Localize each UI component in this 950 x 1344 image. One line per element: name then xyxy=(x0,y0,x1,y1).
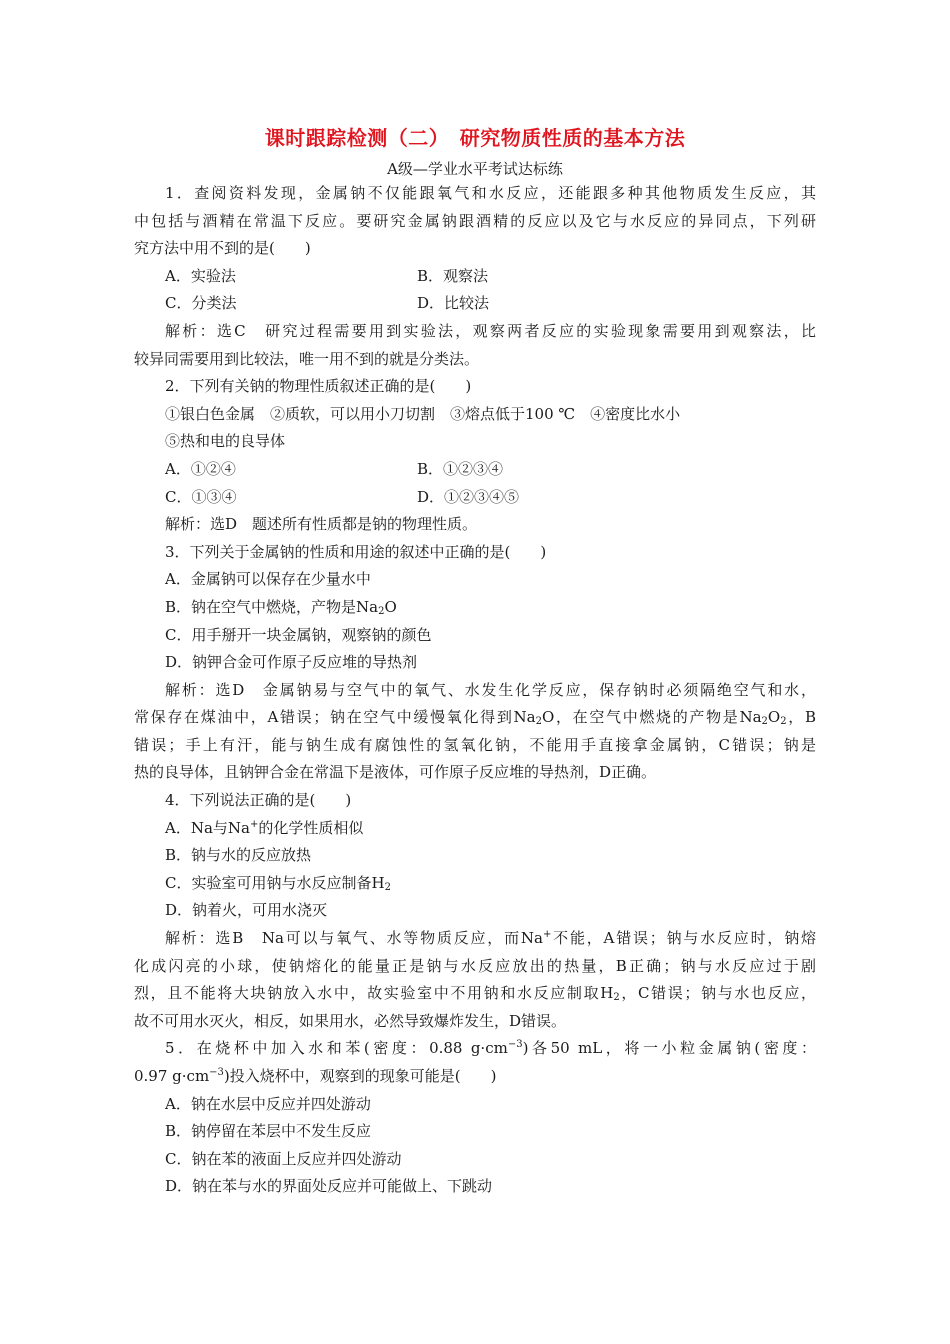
q1-stem-line2: 中包括与酒精在常温下反应。要研究金属钠跟酒精的反应以及它与水反应的异同点，下列研 xyxy=(134,211,816,230)
q1-option-c: C．分类法 xyxy=(165,294,237,313)
q2-options-row2 xyxy=(134,484,816,512)
q4-explanation-line1: 解析：选B Na可以与氧气、水等物质反应，而Na+不能，A错误；钠与水反应时，钠熔 xyxy=(165,929,816,948)
q1-explanation-line1: 解析：选C 研究过程需要用到实验法，观察两者反应的实验现象需要用到观察法，比 xyxy=(165,321,816,340)
q1-option-b: B．观察法 xyxy=(417,266,489,285)
q5-option-d: D．钠在苯与水的界面处反应并可能做上、下跳动 xyxy=(165,1177,493,1196)
q2-items-line1: ①银白色金属 ②质软，可以用小刀切割 ③熔点低于100 ℃ ④密度比水小 xyxy=(165,404,681,423)
q2-items-line2: ⑤热和电的良导体 xyxy=(165,432,286,451)
q3-explanation-line3: 错误；手上有汗，能与钠生成有腐蚀性的氢氧化钠，不能用手直接拿金属钠，C错误；钠是 xyxy=(134,735,816,754)
q1-stem-line3: 究方法中用不到的是( ) xyxy=(134,239,311,258)
q3-explanation-line2: 常保存在煤油中，A错误；钠在空气中缓慢氧化得到$Na_2O$，在空气中燃烧的产物是$Na_2O_2$，B xyxy=(134,708,816,728)
q2-option-b: B．①②③④ xyxy=(417,459,504,478)
q1-explanation-line2: 较异同需要用到比较法，唯一用不到的就是分类法。 xyxy=(134,349,480,368)
q4-option-d: D．钠着火，可用水浇灭 xyxy=(165,901,328,920)
q5-stem-line2: 0.97 $g\cdot cm^{-3}$)投入烧杯中，观察到的现象可能是( ) xyxy=(134,1067,497,1085)
q3-option-c: C．用手掰开一块金属钠，观察钠的颜色 xyxy=(165,625,432,644)
q2-option-d: D．①②③④⑤ xyxy=(417,487,520,506)
q3-explanation-line1: 解析：选D 金属钠易与空气中的氧气、水发生化学反应，保存钠时必须隔绝空气和水， xyxy=(165,680,816,699)
q2-option-c: C．①③④ xyxy=(165,487,237,506)
q4-explanation-line2: 化成闪亮的小球，使钠熔化的能量正是钠与水反应放出的热量，B正确；钠与水反应过于剧 xyxy=(134,956,816,975)
q5-option-c: C．钠在苯的液面上反应并四处游动 xyxy=(165,1149,402,1168)
q3-option-d: D．钠钾合金可作原子反应堆的导热剂 xyxy=(165,653,418,672)
q4-explanation-line3: 烈，且不能将大块钠放入水中，故实验室中不用钠和水反应制取$H_2$，C错误；钠与水也反应， xyxy=(134,984,816,1004)
q3-option-b: B．钠在空气中燃烧，产物是$Na_2O$ xyxy=(165,597,397,617)
question-content xyxy=(134,180,816,1201)
q2-option-a: A．①②④ xyxy=(165,459,236,478)
q1-stem-line1: 1．查阅资料发现，金属钠不仅能跟氧气和水反应，还能跟多种其他物质发生反应，其 xyxy=(165,184,816,202)
page-title: 课时跟踪检测（二） 研究物质性质的基本方法 xyxy=(264,126,686,150)
q3-explanation-line4: 热的良导体，且钠钾合金在常温下是液体，可作原子反应堆的导热剂，D正确。 xyxy=(134,763,657,782)
q4-stem: 4．下列说法正确的是( ) xyxy=(165,791,352,810)
q5-stem-line1: 5．在烧杯中加入水和苯(密度：0.88 $g\cdot cm^{-3}$)各50 mL，将一小粒金属钠(密度： xyxy=(165,1039,817,1058)
q1-option-d: D．比较法 xyxy=(417,294,490,313)
q2-explanation: 解析：选D 题述所有性质都是钠的物理性质。 xyxy=(165,515,478,534)
q3-option-a: A．金属钠可以保存在少量水中 xyxy=(165,570,371,589)
q4-option-b: B．钠与水的反应放热 xyxy=(165,846,312,865)
q4-option-a: A．Na与Na+的化学性质相似 xyxy=(165,818,364,837)
q3-stem: 3．下列关于金属钠的性质和用途的叙述中正确的是( ) xyxy=(165,542,547,561)
q5-option-b: B．钠停留在苯层中不发生反应 xyxy=(165,1122,372,1141)
q2-stem: 2．下列有关钠的物理性质叙述正确的是( ) xyxy=(165,377,472,396)
q4-explanation-line4: 故不可用水灭火，相反，如果用水，必然导致爆炸发生，D错误。 xyxy=(134,1011,567,1030)
q2-options-row1 xyxy=(134,456,816,484)
q1-options-row1 xyxy=(134,263,816,291)
page-subtitle: A级—学业水平考试达标练 xyxy=(387,160,563,178)
q5-option-a: A．钠在水层中反应并四处游动 xyxy=(165,1094,371,1113)
q4-option-c: C．实验室可用钠与水反应制备$H_2$ xyxy=(165,873,391,893)
q1-option-a: A．实验法 xyxy=(165,266,236,285)
q1-options-row2 xyxy=(134,290,816,318)
